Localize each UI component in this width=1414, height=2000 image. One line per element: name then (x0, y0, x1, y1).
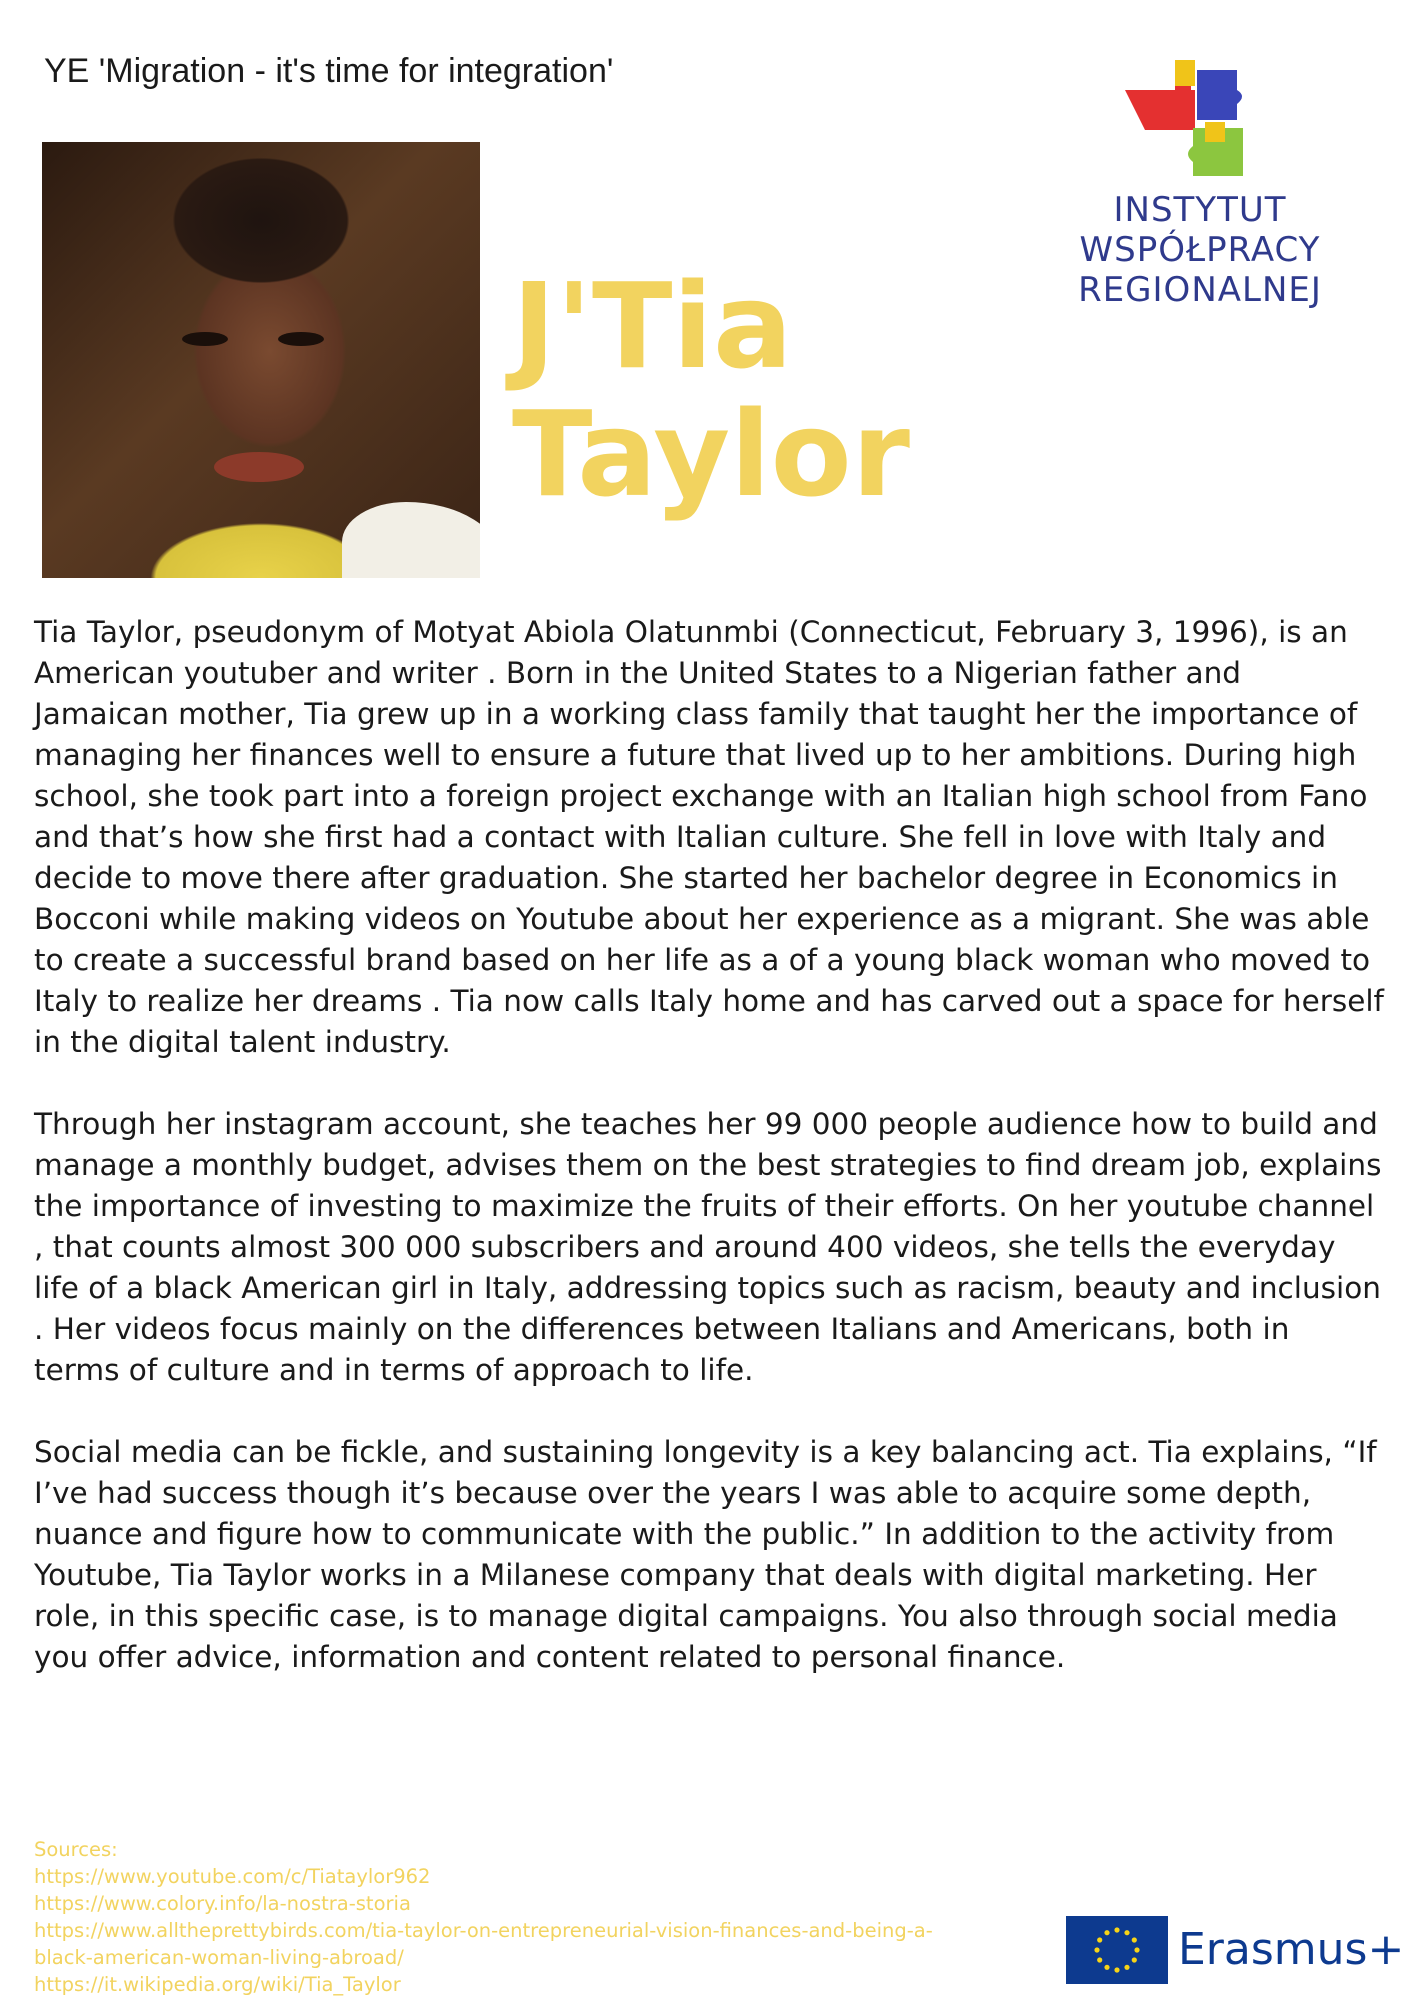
source-link[interactable]: black-american-woman-living-abroad/ (34, 1946, 404, 1969)
header-title: YE 'Migration - it's time for integration' (44, 52, 614, 90)
erasmus-logo (1066, 1916, 1406, 1986)
erasmus-label: Erasmus+ (1178, 1924, 1405, 1975)
portrait-photo (42, 142, 480, 578)
institute-logo (1000, 50, 1400, 310)
biography (34, 612, 1384, 1719)
portrait-collar (342, 502, 480, 578)
paragraph-1: Tia Taylor, pseudonym of Motyat Abiola Olatunmbi (Connecticut, February 3, 1996), is an American youtuber and writer . Born in the United States to a Nigerian father and Jamaican mother, Tia grew up in a working class family that taught her the importance of managing her finances well to ensure a future that lived up to her ambitions. During high school, she took part into a foreign project exchange with an Italian high school from Fano and that’s how she first had a contact with Italian culture. She fell in love with Italy and decide to move there after graduation. She started her bachelor degree in Economics in Bocconi while making videos on Youtube about her experience as a migrant. She was able to create a successful brand based on her life as a of a young black woman who moved to Italy to realize her dreams . Tia now calls Italy home and has carved out a space for herself in the digital talent industry. (34, 615, 1384, 1059)
puzzle-icon (1125, 50, 1265, 180)
logo-line-1: INSTYTUT WSPÓŁPRACY (1079, 190, 1321, 270)
portrait-lips (214, 452, 304, 482)
source-link[interactable]: https://it.wikipedia.org/wiki/Tia_Taylor (34, 1973, 401, 1996)
portrait-eye-left (182, 332, 228, 346)
source-link[interactable]: https://www.alltheprettybirds.com/tia-taylor-on-entrepreneurial-vision-finances-and-being-a- (34, 1919, 933, 1942)
logo-line-2: REGIONALNEJ (1078, 270, 1322, 310)
last-name: Taylor (512, 385, 910, 523)
paragraph-3: Social media can be fickle, and sustaining longevity is a key balancing act. Tia explains, “If I’ve had success though it’s because over the years I was able to acquire some depth, nuance and figure how to communicate with the public.” In addition to the activity from Youtube, Tia Taylor works in a Milanese company that deals with digital marketing. Her role, in this specific case, is to manage digital campaigns. You also through social media you offer advice, information and content related to personal finance. (34, 1435, 1377, 1674)
eu-flag-icon (1066, 1916, 1168, 1984)
source-link[interactable]: https://www.youtube.com/c/Tiataylor962 (34, 1865, 431, 1888)
sources-label: Sources: (34, 1838, 118, 1861)
source-link[interactable]: https://www.colory.info/la-nostra-storia (34, 1892, 411, 1915)
portrait-eye-right (278, 332, 324, 346)
first-name: J'Tia (512, 257, 793, 395)
sources-list (34, 1836, 1034, 1998)
logo-text (1000, 190, 1400, 310)
paragraph-2: Through her instagram account, she teaches her 99 000 people audience how to build and manage a monthly budget, advises them on the best strategies to find dream job, explains the importance of investing to maximize the fruits of their efforts. On her youtube channel , that counts almost 300 000 subscribers and around 400 videos, she tells the everyday life of a black American girl in Italy, addressing topics such as racism, beauty and inclusion . Her videos focus mainly on the differences between Italians and Americans, both in terms of culture and in terms of approach to life. (34, 1107, 1382, 1387)
person-name (512, 257, 910, 523)
